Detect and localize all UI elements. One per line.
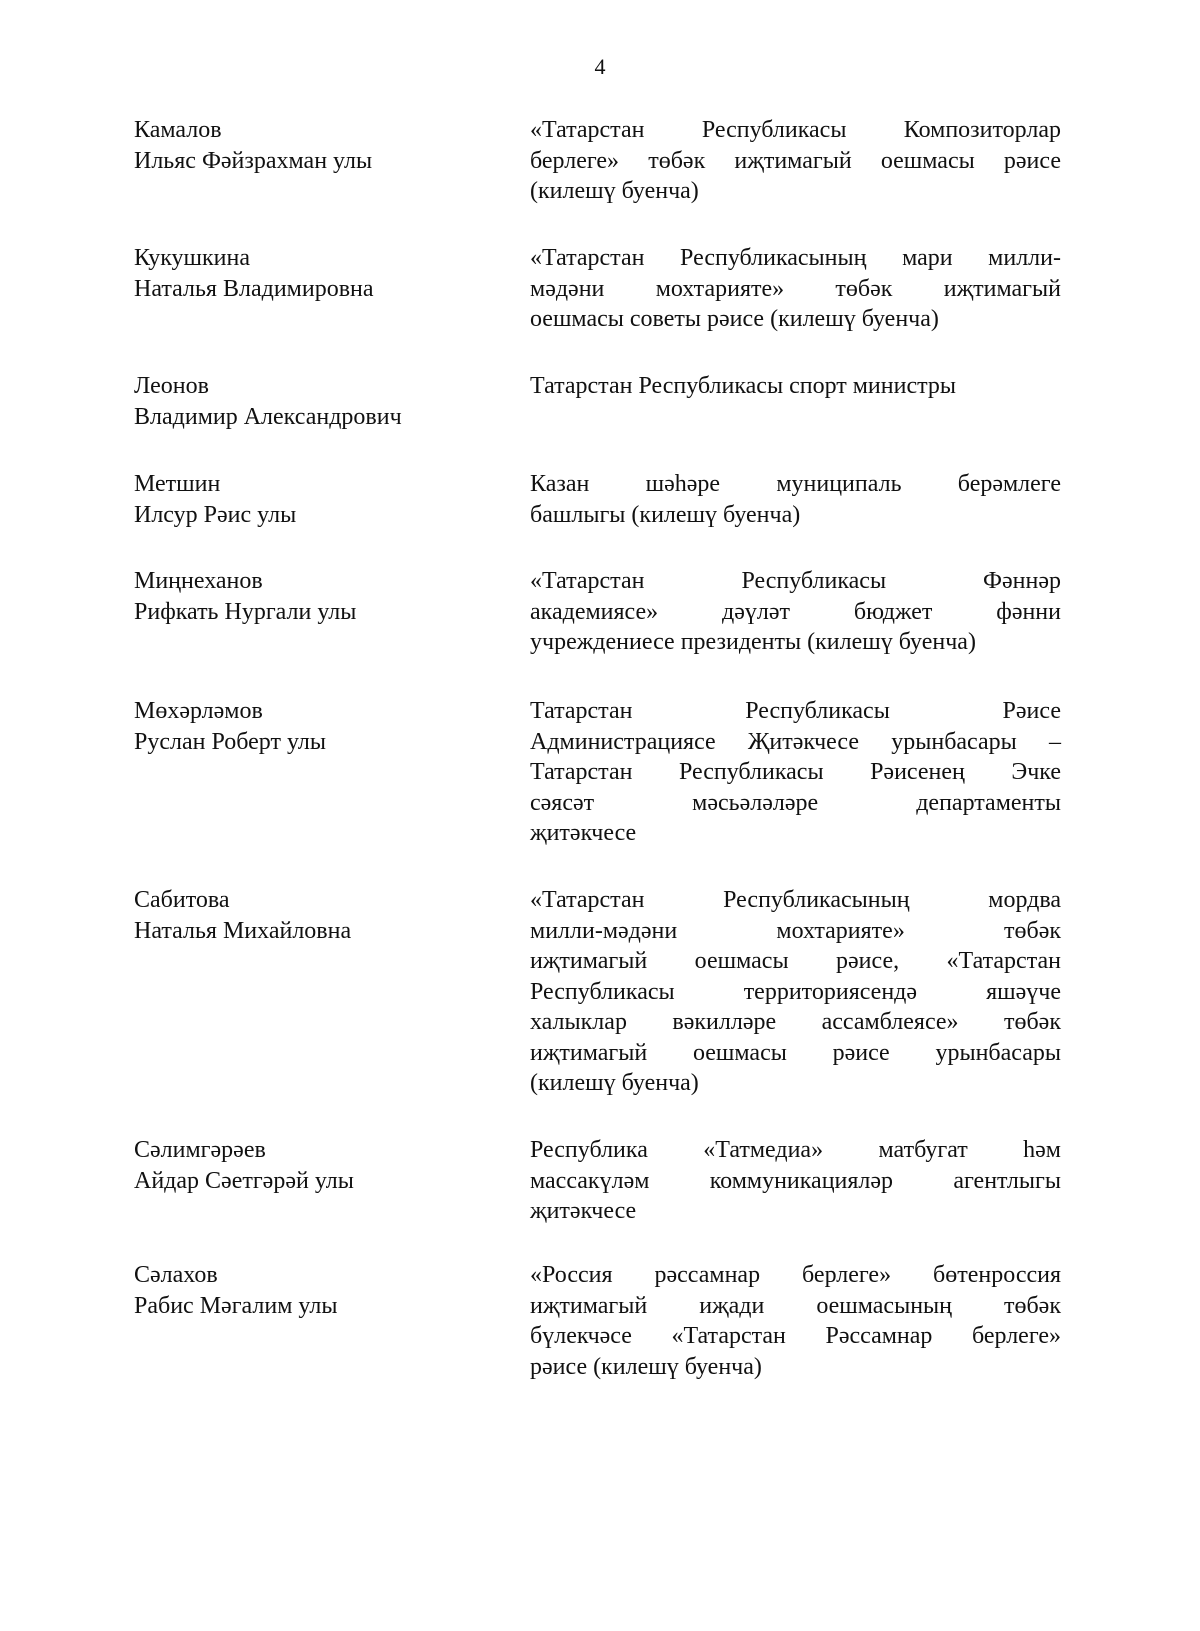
member-given-name: Наталья Владимировна — [134, 275, 374, 302]
member-position — [530, 243, 1061, 335]
position-line: иҗтимагый оешмасы рәисе урынбасары — [530, 1039, 1061, 1066]
member-surname: Сәлимгәрәев — [134, 1137, 266, 1163]
member-name — [134, 469, 494, 530]
position-line: Республика «Татмедиа» матбугат һәм — [530, 1137, 1061, 1163]
member-given-name: Илсур Рәис улы — [134, 501, 297, 528]
member-position — [530, 1260, 1061, 1382]
member-name — [134, 885, 494, 946]
member-given-name: Рабис Мәгалим улы — [134, 1292, 338, 1319]
member-given-name: Руслан Роберт улы — [134, 728, 326, 755]
member-given-name: Ильяс Фәйзрахман улы — [134, 147, 373, 174]
position-line: мәдәни мохтарияте» төбәк иҗтимагый — [530, 275, 1061, 302]
position-line: бүлекчәсе «Татарстан Рәссамнар берлеге» — [530, 1323, 1061, 1349]
member-name — [134, 566, 494, 627]
position-line: учреждениесе президенты (килешү буенча) — [530, 629, 976, 655]
member-position — [530, 696, 1061, 849]
member-position — [530, 115, 1061, 207]
member-name — [134, 1135, 494, 1196]
position-line: Татарстан Республикасы Рәисенең Эчке — [530, 759, 1061, 785]
member-surname: Метшин — [134, 471, 221, 497]
position-line: «Татарстан Республикасының мордва — [530, 887, 1061, 913]
member-given-name: Владимир Александрович — [134, 403, 402, 430]
member-given-name: Рифкать Нургали улы — [134, 598, 357, 625]
member-name — [134, 115, 494, 176]
position-line: халыклар вәкилләре ассамблеясе» төбәк — [530, 1009, 1061, 1035]
position-line: җитәкчесе — [530, 820, 637, 846]
position-line: Татарстан Республикасы Рәисе — [530, 698, 1061, 724]
position-line: сәясәт мәсьәләләре департаменты — [530, 789, 1061, 816]
member-name — [134, 696, 494, 757]
position-line: (килешү буенча) — [530, 1070, 699, 1096]
position-line: Республикасы территориясендә яшәүче — [530, 978, 1061, 1005]
position-line: җитәкчесе — [530, 1198, 637, 1224]
position-line: рәисе (килешү буенча) — [530, 1353, 762, 1380]
member-surname: Мөхәрләмов — [134, 698, 263, 724]
position-line: Татарстан Республикасы спорт министры — [530, 373, 957, 399]
position-line: оешмасы советы рәисе (килешү буенча) — [530, 306, 939, 332]
position-line: милли-мәдәни мохтарияте» төбәк — [530, 917, 1061, 944]
member-surname: Миңнеханов — [134, 568, 263, 594]
position-line: (килешү буенча) — [530, 178, 699, 204]
member-surname: Сәлахов — [134, 1262, 218, 1288]
member-given-name: Наталья Михайловна — [134, 917, 352, 944]
position-line: академиясе» дәүләт бюджет фәнни — [530, 598, 1061, 625]
member-surname: Сабитова — [134, 887, 230, 913]
member-name — [134, 243, 494, 304]
member-position — [530, 371, 1061, 402]
member-position — [530, 566, 1061, 658]
member-position — [530, 469, 1061, 530]
position-line: иҗтимагый оешмасы рәисе, «Татарстан — [530, 948, 1061, 974]
position-line: берлеге» төбәк иҗтимагый оешмасы рәисе — [530, 147, 1061, 174]
page-number: 4 — [594, 54, 606, 79]
position-line: Казан шәһәре муниципаль берәмлеге — [530, 471, 1061, 497]
member-given-name: Айдар Сәетгәрәй улы — [134, 1167, 354, 1194]
position-line: «Россия рәссамнар берлеге» бөтенроссия — [530, 1262, 1061, 1288]
position-line: «Татарстан Республикасының мари милли- — [530, 245, 1061, 271]
member-surname: Кукушкина — [134, 245, 251, 271]
member-position — [530, 1135, 1061, 1227]
position-line: «Татарстан Республикасы Композиторлар — [530, 117, 1061, 143]
position-line: массакүләм коммуникацияләр агентлыгы — [530, 1167, 1061, 1194]
member-name — [134, 371, 494, 432]
member-name — [134, 1260, 494, 1321]
position-line: башлыгы (килешү буенча) — [530, 501, 801, 528]
member-surname: Камалов — [134, 117, 222, 143]
position-line: «Татарстан Республикасы Фәннәр — [530, 568, 1061, 594]
position-line: иҗтимагый иҗади оешмасының төбәк — [530, 1292, 1061, 1319]
member-position — [530, 885, 1061, 1099]
position-line: Администрациясе Җитәкчесе урынбасары – — [530, 728, 1061, 755]
member-surname: Леонов — [134, 373, 209, 399]
